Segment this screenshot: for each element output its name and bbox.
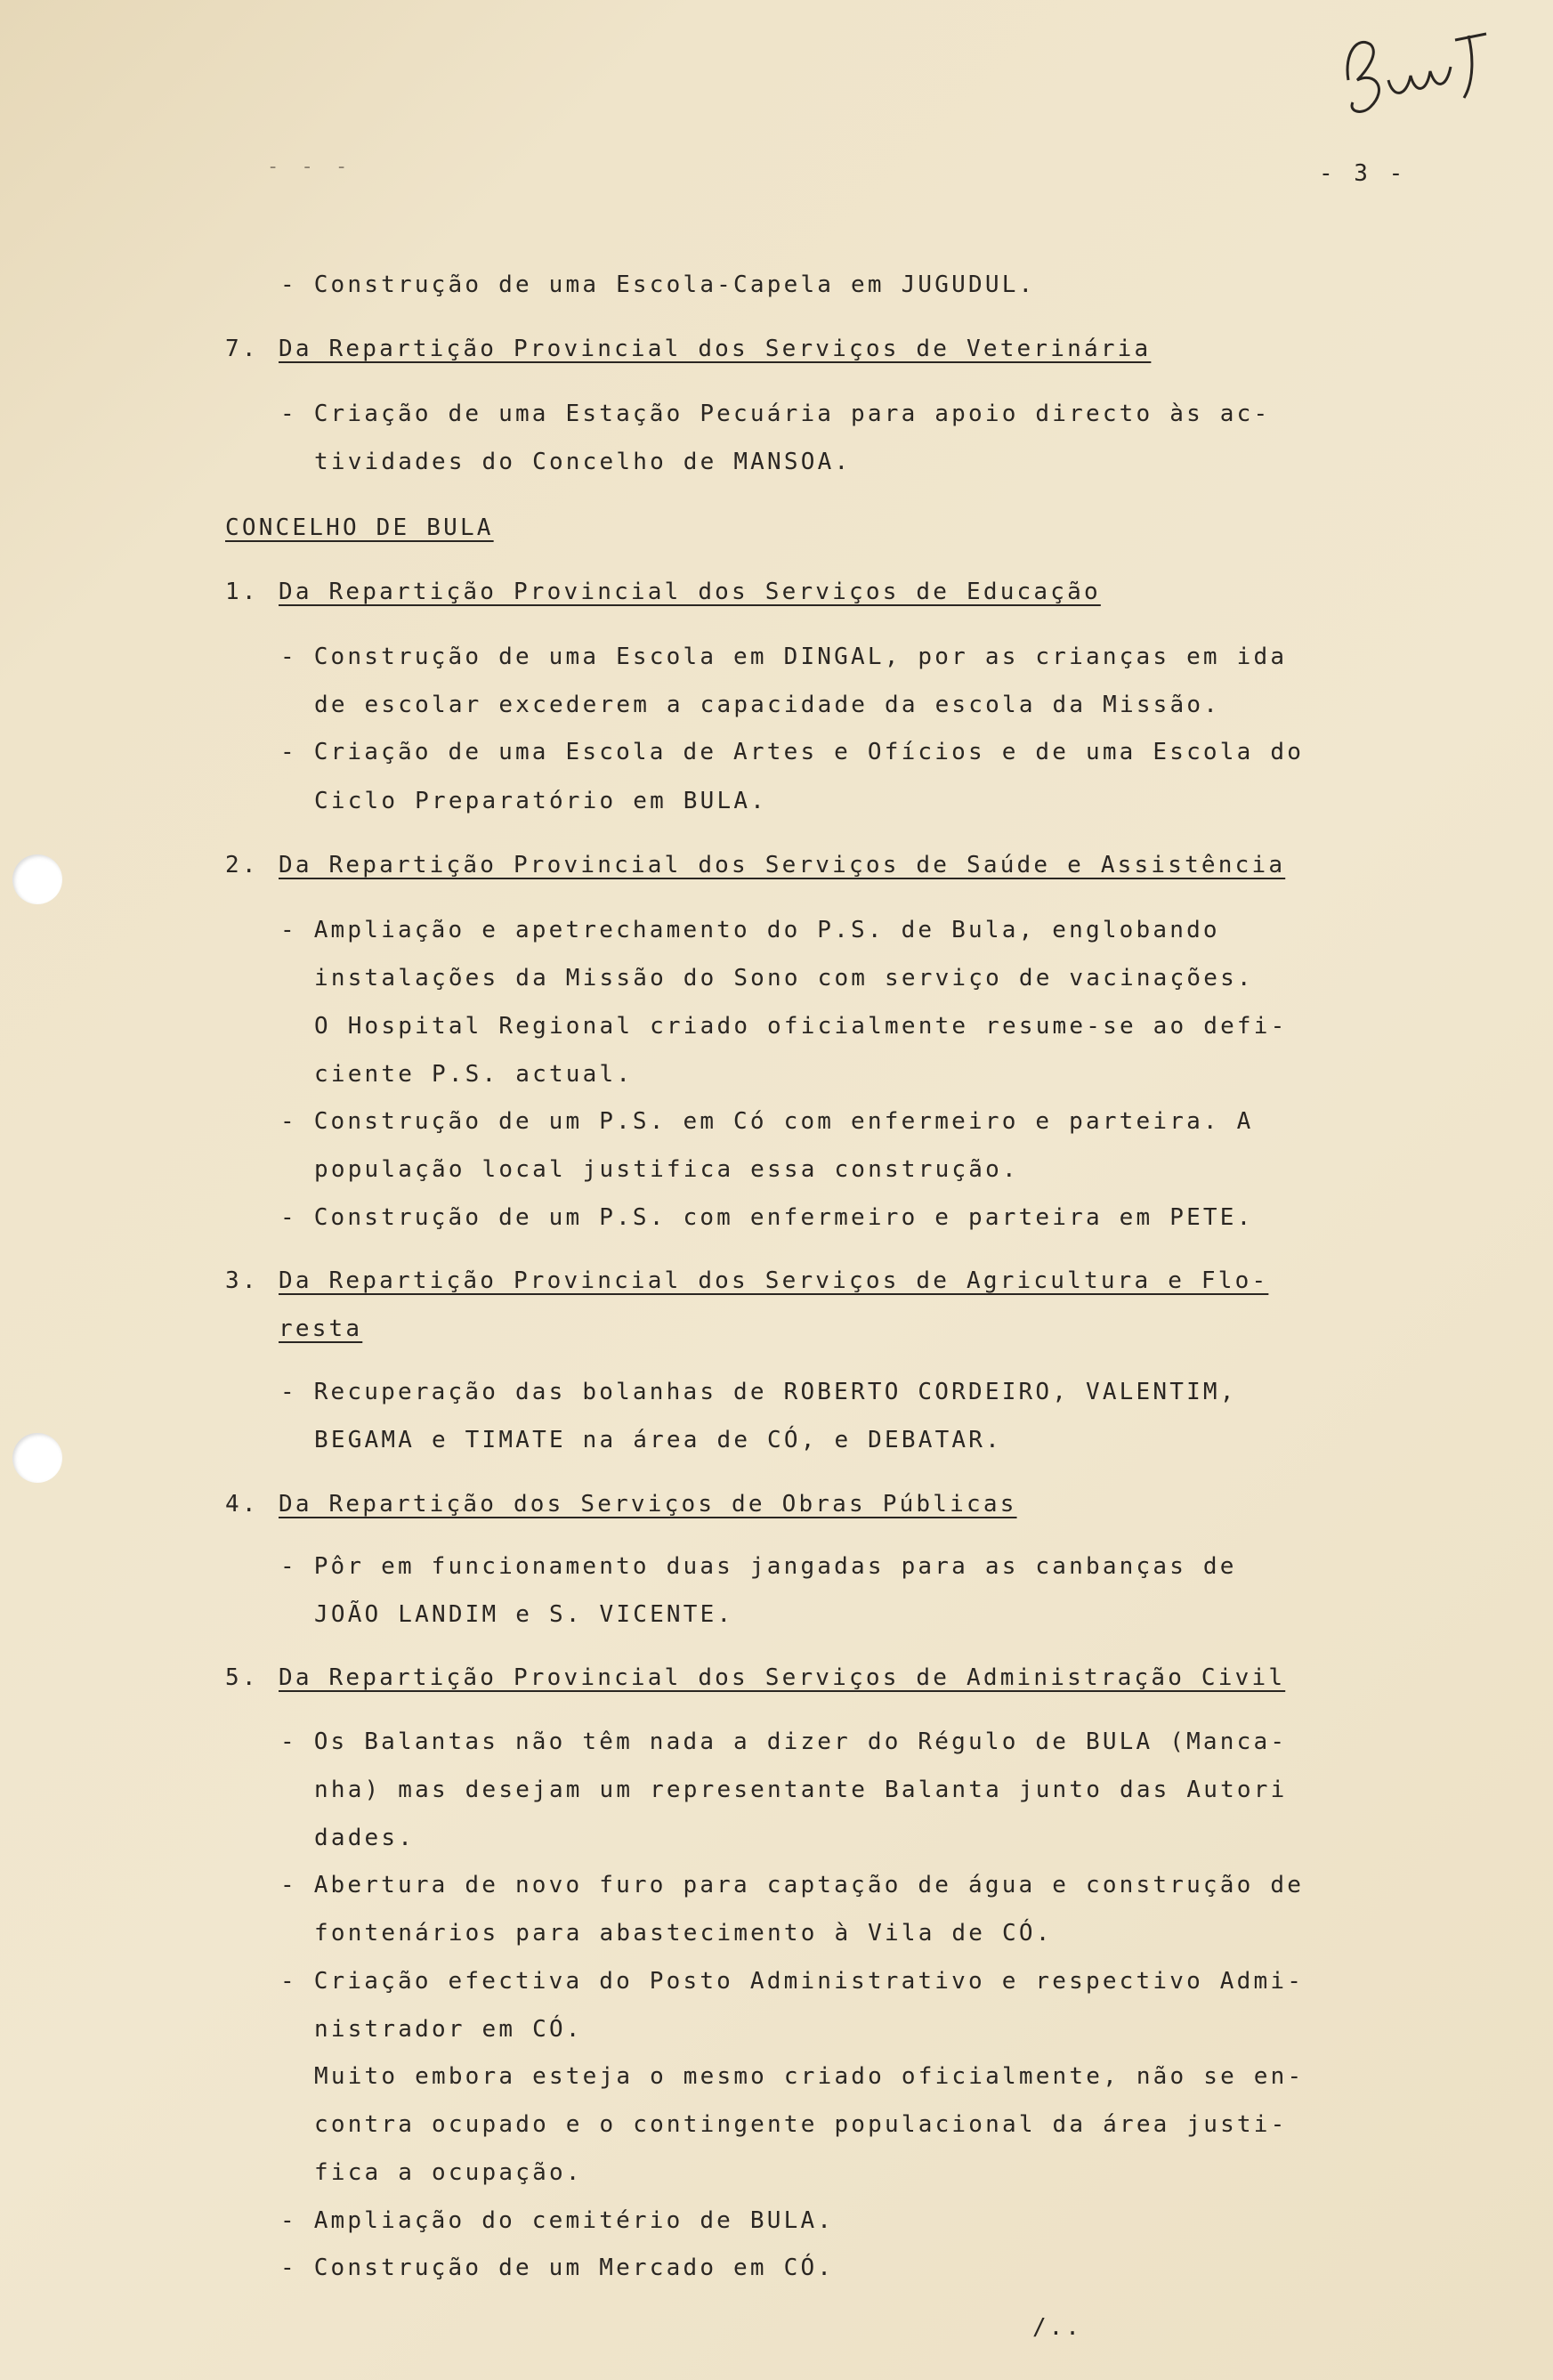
heading-title: Da Repartição Provincial dos Serviços de Saúde e Assistência — [279, 852, 1286, 878]
continuation-mark: /.. — [1032, 2314, 1082, 2341]
heading-title: resta — [279, 1315, 363, 1342]
heading-number: 5. — [225, 1664, 259, 1691]
text-line: instalações da Missão do Sono com serviço de vacinações. — [314, 965, 1254, 992]
section-heading-3-continued — [279, 1315, 362, 1342]
text-line: dades. — [314, 1825, 416, 1851]
text-line: - Construção de um P.S. com enfermeiro e parteira em PETE. — [280, 1204, 1254, 1231]
section-heading-4 — [225, 1491, 1017, 1518]
heading-title: Da Repartição Provincial dos Serviços de Veterinária — [279, 336, 1152, 362]
text-line: BEGAMA e TIMATE na área de CÓ, e DEBATAR. — [314, 1427, 1002, 1453]
section-heading-2 — [225, 852, 1285, 878]
text-line: - Criação de uma Escola de Artes e Ofícios e de uma Escola do — [280, 739, 1305, 765]
heading-number: 4. — [225, 1491, 259, 1518]
section-heading-7 — [225, 336, 1151, 362]
section-heading-1 — [225, 579, 1101, 605]
text-line: nha) mas desejam um representante Balanta junto das Autori — [314, 1777, 1288, 1803]
heading-title: Da Repartição Provincial dos Serviços de Agricultura e Flo- — [279, 1267, 1269, 1294]
text-line: - Construção de um P.S. em Có com enfermeiro e parteira. A — [280, 1108, 1254, 1135]
text-line: - Abertura de novo furo para captação de água e construção de — [280, 1872, 1305, 1898]
section-heading-3 — [225, 1267, 1268, 1294]
text-line: - Construção de uma Escola-Capela em JUGUDUL. — [280, 271, 1036, 298]
heading-title: Da Repartição Provincial dos Serviços de Administração Civil — [279, 1664, 1286, 1691]
text-line: - Os Balantas não têm nada a dizer do Régulo de BULA (Manca- — [280, 1728, 1288, 1755]
text-line: - Construção de um Mercado em CÓ. — [280, 2255, 835, 2281]
concelho-title: CONCELHO DE BULA — [225, 514, 494, 541]
punch-hole-top — [12, 854, 62, 904]
text-line: ciente P.S. actual. — [314, 1061, 634, 1088]
top-mark: - - - — [267, 156, 353, 178]
text-line: fica a ocupação. — [314, 2159, 583, 2186]
text-line: - Construção de uma Escola em DINGAL, por as crianças em ida — [280, 644, 1288, 670]
handwritten-signature — [1322, 18, 1526, 134]
text-line: contra ocupado e o contingente populacional da área justi- — [314, 2111, 1288, 2138]
text-line: JOÃO LANDIM e S. VICENTE. — [314, 1601, 734, 1628]
text-line: - Criação efectiva do Posto Administrativo e respectivo Admi- — [280, 1968, 1305, 1995]
text-line: fontenários para abastecimento à Vila de CÓ. — [314, 1920, 1053, 1947]
heading-number: 3. — [225, 1267, 259, 1294]
section-heading-5 — [225, 1664, 1285, 1691]
text-line: de escolar excederem a capacidade da escola da Missão. — [314, 692, 1221, 718]
heading-number: 1. — [225, 579, 259, 605]
text-line: - Recuperação das bolanhas de ROBERTO CORDEIRO, VALENTIM, — [280, 1379, 1237, 1405]
text-line: - Ampliação do cemitério de BULA. — [280, 2207, 835, 2234]
text-line: nistrador em CÓ. — [314, 2016, 583, 2043]
text-line: população local justifica essa construção. — [314, 1156, 1019, 1183]
text-line: - Pôr em funcionamento duas jangadas para as canbanças de — [280, 1553, 1237, 1580]
text-line: tividades do Concelho de MANSOA. — [314, 449, 852, 475]
text-line: Ciclo Preparatório em BULA. — [314, 788, 768, 814]
heading-number: 7. — [225, 336, 259, 362]
text-line: O Hospital Regional criado oficialmente resume-se ao defi- — [314, 1013, 1288, 1040]
heading-title: Da Repartição Provincial dos Serviços de Educação — [279, 579, 1101, 605]
heading-number: 2. — [225, 852, 259, 878]
page-number: - 3 - — [1319, 160, 1407, 187]
text-line: - Ampliação e apetrechamento do P.S. de Bula, englobando — [280, 917, 1220, 943]
text-line: Muito embora esteja o mesmo criado oficialmente, não se en- — [314, 2063, 1305, 2090]
heading-title: Da Repartição dos Serviços de Obras Públicas — [279, 1491, 1017, 1518]
punch-hole-bottom — [12, 1433, 62, 1483]
text-line: - Criação de uma Estação Pecuária para apoio directo às ac- — [280, 401, 1271, 427]
